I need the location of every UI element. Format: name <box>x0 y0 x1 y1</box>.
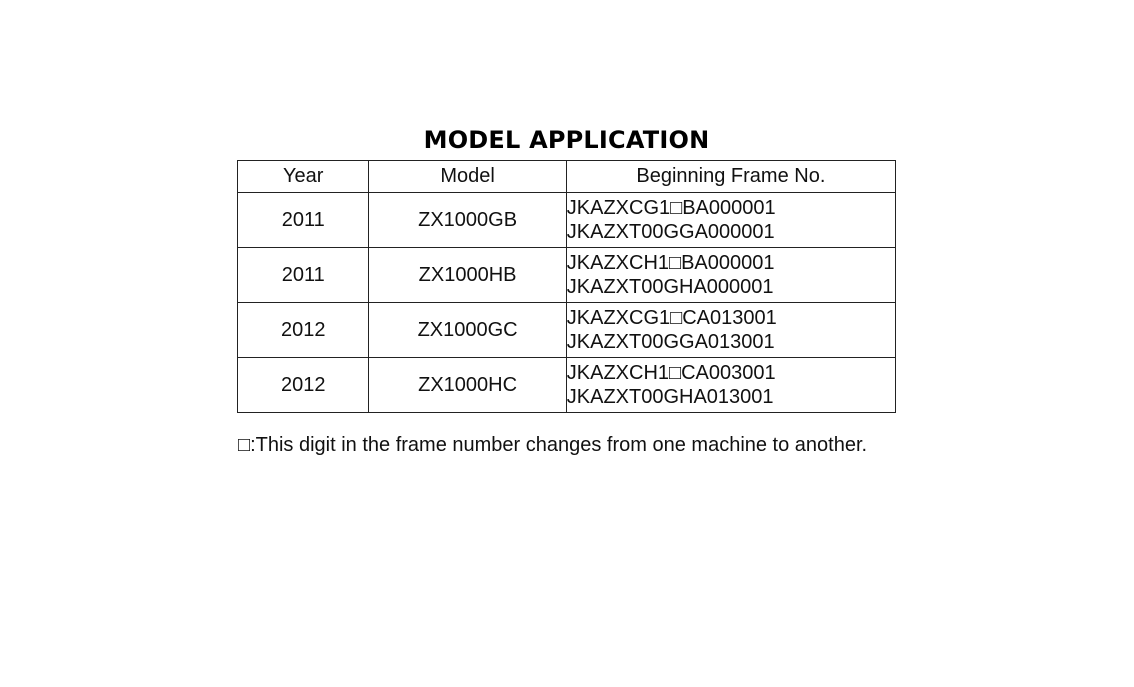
frame-number: JKAZXT00GGA013001 <box>566 331 775 353</box>
header-year: Year <box>238 161 369 193</box>
table-row <box>238 358 896 413</box>
model-cell: ZX1000GC <box>369 303 566 358</box>
header-beginning-frame-no: Beginning Frame No. <box>566 161 895 193</box>
year-cell: 2012 <box>238 358 369 413</box>
frame-number: JKAZXCG1□CA013001 <box>566 307 777 329</box>
table-row <box>238 193 896 248</box>
frame-cell <box>566 358 895 413</box>
header-model: Model <box>369 161 566 193</box>
year-cell: 2012 <box>238 303 369 358</box>
model-cell: ZX1000GB <box>369 193 566 248</box>
model-cell: ZX1000HB <box>369 248 566 303</box>
page-title: MODEL APPLICATION <box>423 126 710 154</box>
model-cell: ZX1000HC <box>369 358 566 413</box>
frame-cell <box>566 303 895 358</box>
model-application-table <box>237 160 896 413</box>
table-row <box>238 303 896 358</box>
frame-number: JKAZXCH1□BA000001 <box>566 252 775 274</box>
table-row <box>238 248 896 303</box>
frame-number: JKAZXT00GHA013001 <box>566 386 774 408</box>
frame-number: JKAZXCH1□CA003001 <box>566 362 776 384</box>
table-header-row <box>238 161 896 193</box>
frame-cell <box>566 193 895 248</box>
year-cell: 2011 <box>238 193 369 248</box>
year-cell: 2011 <box>238 248 369 303</box>
frame-number: JKAZXT00GGA000001 <box>566 221 775 243</box>
frame-number: JKAZXCG1□BA000001 <box>566 197 776 219</box>
frame-number: JKAZXT00GHA000001 <box>566 276 774 298</box>
footnote: □:This digit in the frame number changes from one machine to another. <box>238 434 868 456</box>
frame-cell <box>566 248 895 303</box>
